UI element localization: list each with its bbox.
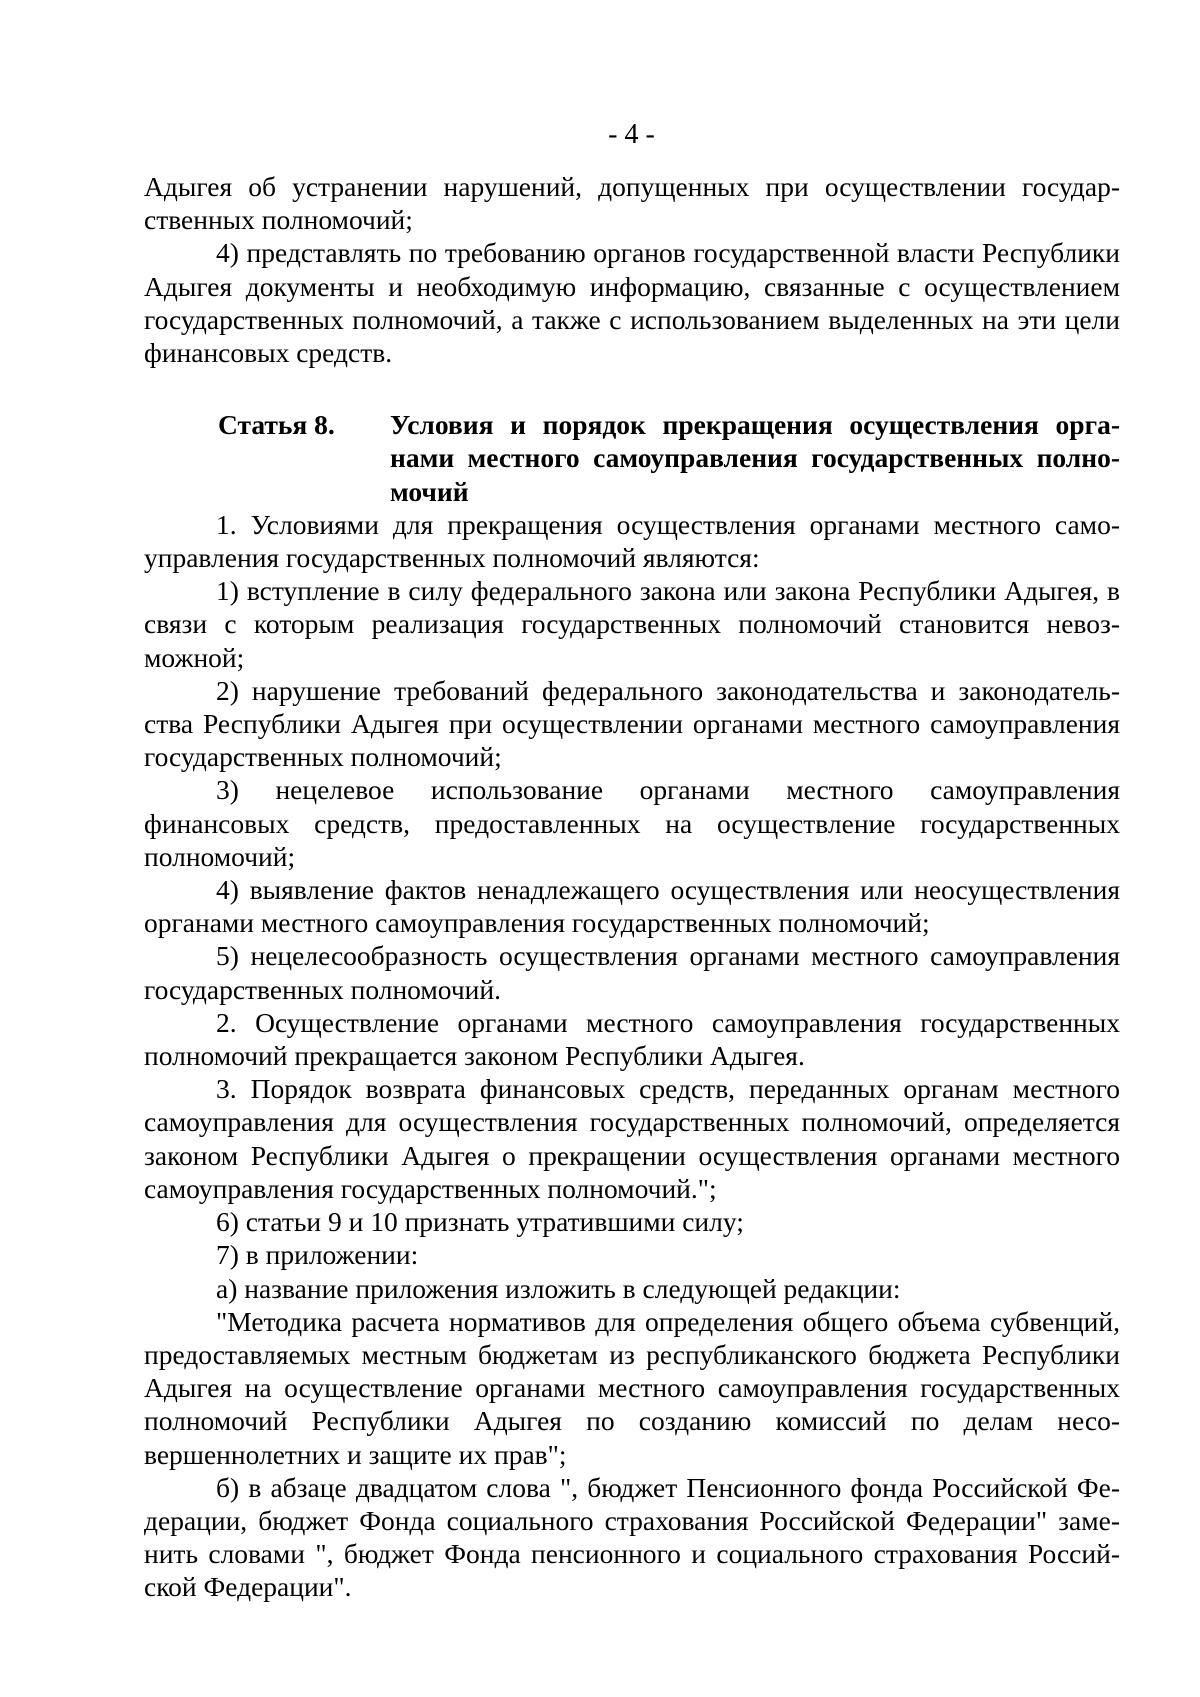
- document-body: [144, 170, 1120, 1604]
- paragraph: 3) нецелевое использование органами местного самоуправления финансовых средств, предоставленных на осуществление государственных полномочий;: [144, 774, 1120, 872]
- paragraph: "Методика расчета нормативов для определения общего объема субвенций, предоставляемых местным бюджетам из республиканского бюджета Республики Адыгея на осуществление органами местного самоуправления государственных полномочий Республики Адыгея по созданию комиссий по делам несовершеннолетних и защите их прав";: [144, 1305, 1120, 1470]
- paragraph: б) в абзаце двадцатом слова ", бюджет Пенсионного фонда Российской Федерации, бюджет Фонда социального страхования Российской Федерации" заменить словами ", бюджет Фонда пенсионного и социального страхования Российской Федерации".: [144, 1471, 1120, 1603]
- article-heading: [144, 408, 1120, 508]
- paragraph: 3. Порядок возврата финансовых средств, переданных органам местного самоуправления для осуществления государственных полномочий, определяется законом Республики Адыгея о прекращении осуществления органами местного самоуправления государственных полномочий.";: [144, 1073, 1120, 1204]
- article-number: Статья 8.: [218, 409, 335, 441]
- paragraph: 1) вступление в силу федерального закона или закона Республики Адыгея, в связи с которым реализация государственных полномочий становится невозможной;: [144, 575, 1120, 673]
- paragraph: 2. Осуществление органами местного самоуправления государственных полномочий прекращается законом Республики Адыгея.: [144, 1006, 1120, 1072]
- paragraph: 6) статьи 9 и 10 признать утратившими силу;: [216, 1206, 744, 1238]
- paragraph: 7) в приложении:: [216, 1239, 419, 1271]
- paragraph: 5) нецелесообразность осуществления органами местного самоуправления государственных полномочий.: [144, 940, 1120, 1005]
- paragraph: 1. Условиями для прекращения осуществления органами местного самоуправления государственных полномочий являются:: [144, 508, 1120, 574]
- paragraph: 4) представлять по требованию органов государственной власти Республики Адыгея документы и необходимую информацию, связанные с осуществлением государственных полномочий, а также с использованием выделенных на эти цели финансовых средств.: [144, 237, 1120, 369]
- paragraph: а) название приложения изложить в следующей редакции:: [216, 1272, 901, 1304]
- article-title: Условия и порядок прекращения осуществления органами местного самоуправления государственных полномочий: [390, 409, 1120, 507]
- paragraph: Адыгея об устранении нарушений, допущенных при осуществлении государственных полномочий;: [144, 171, 1120, 236]
- page-number: - 4 -: [608, 119, 655, 150]
- paragraph: 4) выявление фактов ненадлежащего осуществления или неосуществления органами местного самоуправления государственных полномочий;: [144, 874, 1120, 939]
- paragraph: 2) нарушение требований федерального законодательства и законодательства Республики Адыгея при осуществлении органами местного самоуправления государственных полномочий;: [144, 674, 1120, 773]
